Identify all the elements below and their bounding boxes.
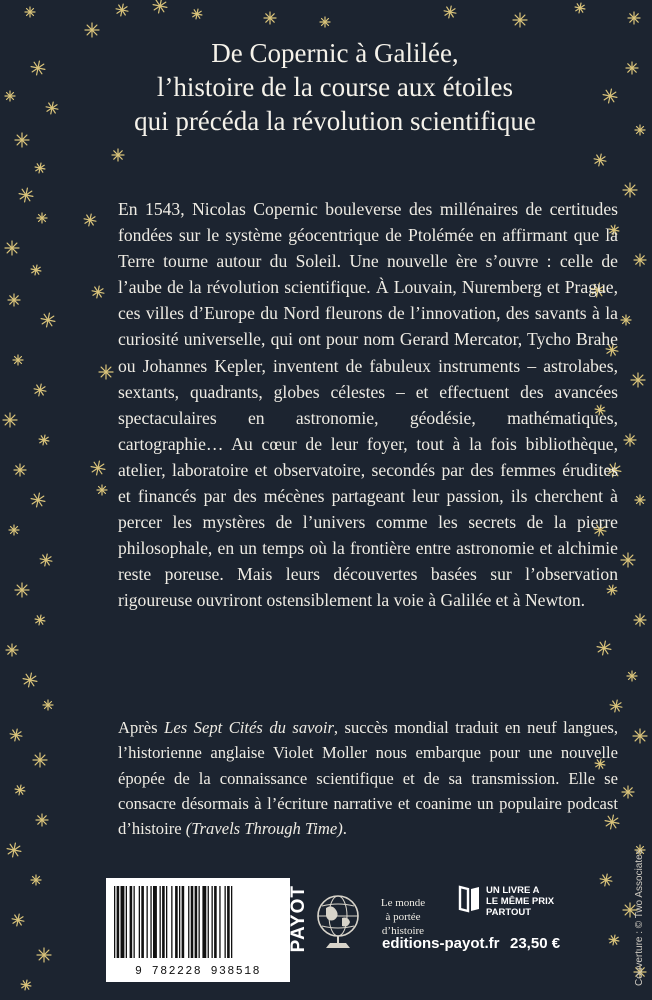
headline-line-3: qui précéda la révolution scientifique <box>134 106 536 136</box>
star-icon <box>597 641 611 655</box>
star-icon <box>14 464 26 476</box>
star-icon <box>35 163 45 173</box>
star-icon <box>15 785 25 795</box>
star-icon <box>34 384 46 396</box>
star-icon <box>31 493 45 507</box>
star-icon <box>610 700 622 712</box>
star-icon <box>609 935 619 945</box>
star-icon <box>21 980 31 990</box>
book-price-logo-text <box>486 885 554 918</box>
star-icon <box>36 814 48 826</box>
star-icon <box>594 154 606 166</box>
publisher-website: editions-payot.fr <box>382 935 500 952</box>
star-icon <box>37 213 47 223</box>
bio-podcast-title: (Travels Through Time) <box>185 819 343 839</box>
star-icon <box>35 615 45 625</box>
star-icon <box>116 4 128 16</box>
livre-line-3: PARTOUT <box>486 907 532 918</box>
star-icon <box>31 265 41 275</box>
tagline-line-3: d’histoire <box>381 925 425 937</box>
star-icon <box>43 700 53 710</box>
summary-paragraph: En 1543, Nicolas Copernic bouleverse des millénaires de certitudes fondées sur le système géocentrique de Ptolémée en affirmant que la Terre tourne autour du Soleil. Une nouvelle ère s’ouvre : celle de l’aube de la révolution scientifique. À Louvain, Nuremberg et Prague, ces villes d’Europe du Nord fleurons de l’innovation, des savants à la curiosité universelle, qui ont pour nom Gerard Mercator, Tycho Brahe ou Johannes Kepler, inventent de fabuleux instruments – astrolabes, sextants, quadrants, globes célestes – et effectuent des avancées spectaculaires en astronomie, géodésie, mathématiques, cartographie… Au cœur de leur foyer, tout à la fois bibliothèque, atelier, laboratoire et observatoire, secondés par des femmes érudites et financés par des mécènes partageant leur passion, ils cherchent à percer les mystères de l’univers comme les secrets de la pierre philosophale, en un temps où la frontière entre astronomie et alchimie reste poreuse. Mais leurs découvertes basées sur l’observation rigoureuse ouvriront ostensiblement la voie à Galilée et à Newton. <box>118 199 618 611</box>
star-icon <box>635 125 645 135</box>
bio-text-1: Après <box>118 718 165 737</box>
cover-credit: Couverture : © Two Associates <box>634 849 645 986</box>
star-icon <box>92 286 104 298</box>
star-icon <box>39 435 49 445</box>
star-icon <box>31 875 41 885</box>
star-icon <box>634 254 646 266</box>
star-icon <box>97 485 107 495</box>
tagline-line-1: Le monde <box>380 897 426 909</box>
star-icon <box>41 313 55 327</box>
star-icon <box>99 365 113 379</box>
star-icon <box>5 241 19 255</box>
star-icon <box>600 874 612 886</box>
star-icon <box>25 7 35 17</box>
star-icon <box>628 12 640 24</box>
star-icon <box>19 188 33 202</box>
publisher-logo: PAYOT <box>288 885 309 953</box>
star-icon <box>3 413 17 427</box>
star-icon <box>8 294 20 306</box>
headline-line-2: l’histoire de la course aux étoiles <box>156 72 514 102</box>
barcode <box>106 878 290 982</box>
book-price-logo-icon <box>458 885 482 913</box>
globe-icon <box>312 888 364 952</box>
star-icon <box>575 3 585 13</box>
star-icon <box>635 495 645 505</box>
star-icon <box>6 644 18 656</box>
star-icon <box>40 554 52 566</box>
star-icon <box>444 6 456 18</box>
star-icon <box>23 673 37 687</box>
star-icon <box>622 786 634 798</box>
headline-line-1: De Copernic à Galilée, <box>211 38 459 68</box>
star-icon <box>623 183 637 197</box>
livre-line-2: LE MÊME PRIX <box>486 896 555 907</box>
star-icon <box>634 614 646 626</box>
bio-book-title: Les Sept Cités du savoir <box>164 718 334 737</box>
star-icon <box>15 583 29 597</box>
star-icon <box>153 0 167 13</box>
star-icon <box>627 671 637 681</box>
star-icon <box>621 553 635 567</box>
star-icon <box>15 133 29 147</box>
author-bio-paragraph <box>118 715 618 841</box>
star-icon <box>12 914 24 926</box>
star-icon <box>192 9 202 19</box>
publisher-tagline <box>368 896 438 938</box>
star-icon <box>13 355 23 365</box>
tagline-line-2: à portée <box>385 911 421 923</box>
star-icon <box>7 843 21 857</box>
star-icon <box>33 753 47 767</box>
star-icon <box>85 23 99 37</box>
star-icon <box>624 434 636 446</box>
star-icon <box>621 315 631 325</box>
star-icon <box>37 948 51 962</box>
star-icon <box>91 461 105 475</box>
livre-line-1: UN LIVRE A <box>486 885 540 896</box>
star-icon <box>633 729 647 743</box>
star-icon <box>84 214 96 226</box>
star-icon <box>631 373 645 387</box>
star-icon <box>513 13 527 27</box>
star-icon <box>5 91 15 101</box>
bio-text-3: . <box>342 819 347 839</box>
star-icon <box>9 525 19 535</box>
barcode-number: 9 782228 938518 <box>134 965 262 978</box>
book-price: 23,50 € <box>510 935 561 952</box>
star-icon <box>10 729 22 741</box>
barcode-bars <box>112 886 284 958</box>
headline <box>40 36 630 138</box>
star-icon <box>264 12 276 24</box>
star-icon <box>320 17 330 27</box>
bio-text-2: , succès mondial traduit en neuf langues, l’historienne anglaise Violet Moller nous embarque pour une nouvelle épopée de la connaissance scientifique et de sa transmission. Elle se consacre désormais à l’écriture narrative et coanime un populaire podcast d’histoire <box>118 718 618 839</box>
star-icon <box>112 149 124 161</box>
